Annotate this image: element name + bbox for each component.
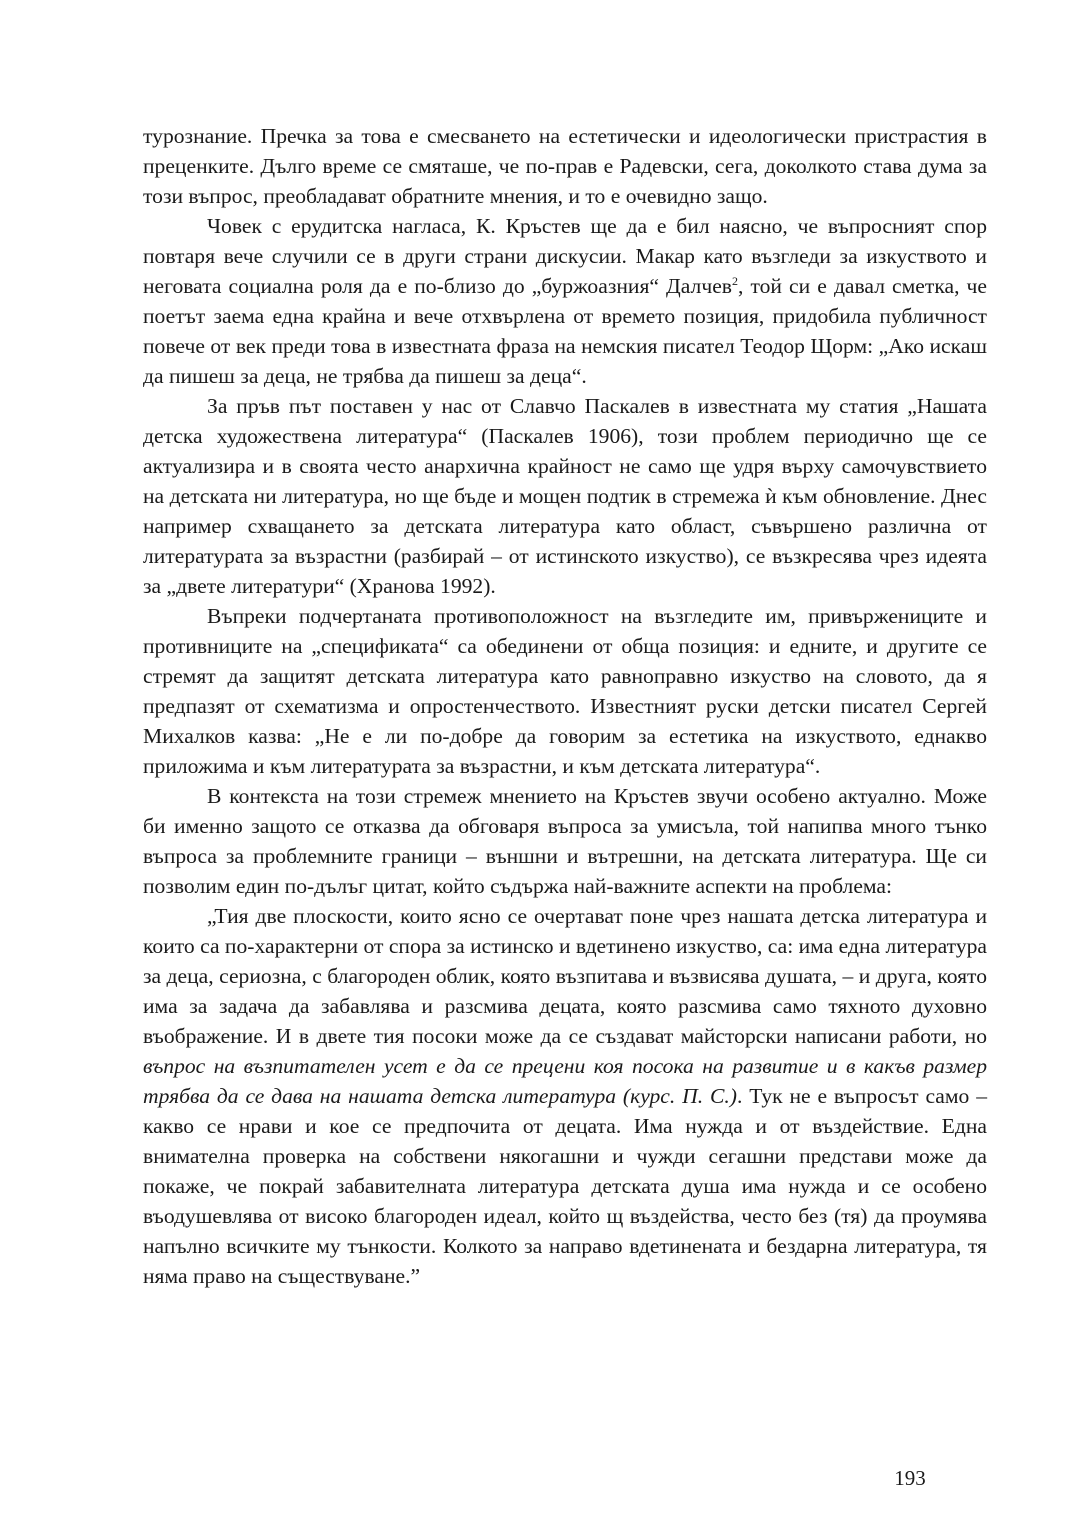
footnote-marker: 2 xyxy=(731,274,738,288)
paragraph xyxy=(143,391,987,601)
text-run: „Тия две плоскости, които ясно се очертават поне чрез нашата детска литература и които са по-характерни от спора за истинско и вдетинено изкуство, са: има една литература за деца, сериозна, с благороден облик, която възпитава и възвисява душата, – и друга, която има за задача да забавлява и разсмива децата, която разсмива само тяхното духовно въображение. И в двете тия посоки може да се създават майсторски написани работи, но xyxy=(143,904,987,1048)
text-run: турознание. Пречка за това е смесването на естетически и идеологически пристрастия в преценките. Дълго време се смяташе, че по-прав е Радевски, сега, доколкото става дума за този въпрос, преобладават обратните мнения, и то е очевидно защо. xyxy=(143,124,987,208)
paragraph xyxy=(143,601,987,781)
paragraph-quote xyxy=(143,901,987,1291)
paragraph xyxy=(143,211,987,391)
text-run: Човек с ерудитска нагласа, К. Кръстев ще да е бил наясно, че въпросният спор повтаря вече случили се в други страни дискусии. Макар като възгледи за изкуството и неговата социална роля да е по-близо до „буржоазния“ Далчев xyxy=(143,214,987,298)
page-number: 193 xyxy=(894,1466,926,1490)
italic-emphasis: въпрос на възпитателен усет е да се прецени коя посока на развитие и в какъв размер трябва да се дава на нашата детска литература (курс. П. С.) xyxy=(143,1054,987,1108)
paragraph xyxy=(143,121,987,211)
body-text xyxy=(143,121,987,1291)
paragraph xyxy=(143,781,987,901)
text-run: , той си е давал сметка, че поетът заема една крайна и вече отхвърлена от времето позиция, придобила публичност повече от век преди това в известната фраза на немския писател Теодор Щорм: „Ако искаш да пишеш за деца, не трябва да пишеш за деца“. xyxy=(143,274,987,388)
text-run: За пръв път поставен у нас от Славчо Паскалев в известната му статия „Нашата детска художествена литература“ (Паскалев 1906), този проблем периодично ще се актуализира и в своята често анархична крайност не само ще удря върху самочувствието на детската ни литература, но ще бъде и мощен подтик в стремежа ѝ към обновление. Днес например схващането за детската литература като област, съвършено различна от литературата за възрастни (разбирай – от истинското изкуство), се възкресява чрез идеята за „двете литератури“ (Хранова 1992). xyxy=(143,394,987,598)
text-run: Въпреки подчертаната противоположност на възгледите им, привържениците и противниците на „спецификата“ са обединени от обща позиция: и едните, и другите се стремят да защитят детската литература като равноправно изкуство на словото, да я предпазят от схематизма и опростенчеството. Известният руски детски писател Сергей Михалков казва: „Не е ли по-добре да говорим за естетика на изкуството, еднакво приложима и към литературата за възрастни, и към детската литература“. xyxy=(143,604,987,778)
text-run: . Тук не е въпросът само – какво се нрави и кое се предпочита от децата. Има нужда и от въздействие. Една внимателна проверка на собствени някогашни и чужди сегашни представи може да покаже, че покрай забавителната литература детската душа има нужда и се особено въодушевлява от високо благороден идеал, който щ въздейства, често без (тя) да проумява напълно всичките му тънкости. Колкото за направо вдетинената и бездарна литература, тя няма право на съществуване.” xyxy=(143,1084,987,1288)
text-run: В контекста на този стремеж мнението на Кръстев звучи особено актуално. Може би именно защото се отказва да обговаря въпроса за умисъла, той напипва много тънко въпроса за проблемните граници – външни и вътрешни, на детската литература. Ще си позволим един по-дълъг цитат, който съдържа най-важните аспекти на проблема: xyxy=(143,784,987,898)
